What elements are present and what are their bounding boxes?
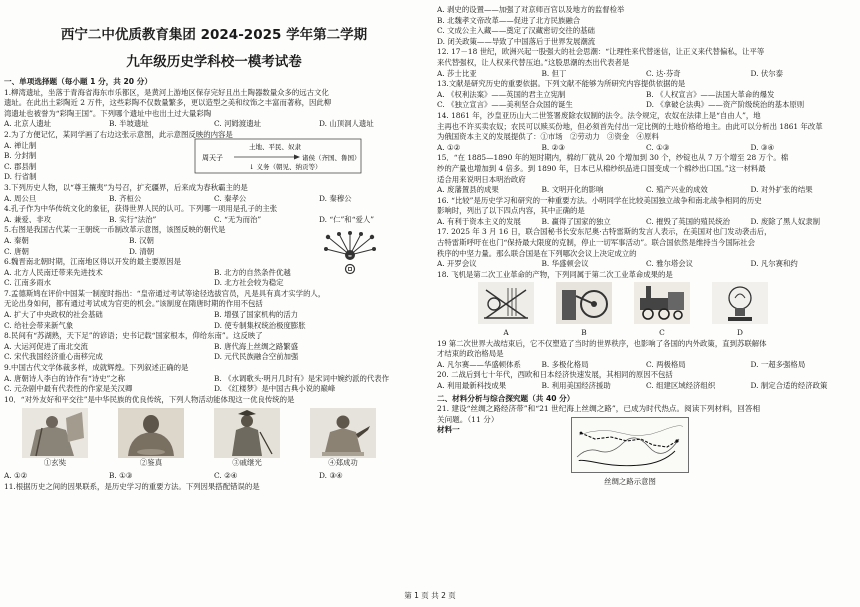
q10-option-b[interactable]: B. ①③ — [109, 471, 133, 480]
right-column — [437, 5, 855, 495]
q12-options — [437, 69, 855, 80]
q10-option-a[interactable]: A. ①② — [4, 471, 28, 480]
q20-stem: 20. 二战后到七十年代，西欧和日本经济快速发展，其相同的原因不包括 — [437, 370, 673, 380]
q3-option-b[interactable]: B. 齐桓公 — [109, 193, 142, 203]
q13-option-b[interactable]: B. 《人权宣言》——法国大革命的爆发 — [646, 89, 775, 99]
q1-option-a[interactable]: A. 北京人遗址 — [4, 119, 51, 129]
q8-options-row1 — [4, 342, 424, 353]
figure-zhengchenggong — [302, 408, 384, 469]
figure-caption: ④郑成功 — [328, 458, 358, 468]
q10-figures — [14, 408, 424, 469]
q12-option-c[interactable]: C. 达·芬奇 — [646, 68, 681, 78]
q10-option-d[interactable]: D. ③④ — [319, 471, 343, 480]
figure-caption: ①玄奘 — [43, 458, 67, 468]
q21-line: 关问题。（11 分） — [437, 414, 499, 424]
q6-option-b[interactable]: B. 北方的自然条件优越 — [214, 267, 291, 277]
q7-options-row2 — [4, 321, 424, 332]
q4-option-b[interactable]: B. 实行“法治” — [109, 214, 157, 224]
q8-options-row2 — [4, 352, 424, 363]
q3-stem: 3.下列历史人物，以“尊王攘夷”为号召，扩充疆界，后来成为春秋霸主的是 — [4, 182, 248, 192]
q16-option-a[interactable]: A. 有利于资本主义的发展 — [437, 216, 521, 226]
q12-option-a[interactable]: A. 莎士比亚 — [437, 68, 477, 78]
q9-option-c[interactable]: C. 元杂剧中最有代表性的作家是关汉卿 — [4, 384, 133, 394]
q12-line: 12. 17－18 世纪，欧洲兴起一股强大的社会思潮：“让理性来代替迷信，让正义来代替偏私，让平等 — [437, 47, 765, 57]
q14-line: 14. 1861 年，沙皇亚历山大二世签署废除农奴制的法令。法令规定，农奴在法律上是“自由人”，地 — [437, 110, 761, 120]
q5-option-b[interactable]: B. 汉朝 — [129, 235, 154, 245]
silk-road-map-figure — [571, 417, 689, 487]
q16-line: 16. “比较”是历史学习和研究的一种重要方法。小明同学在比较美国独立战争和南北战争相同的历史 — [437, 195, 762, 205]
q9-options-row1 — [4, 374, 424, 385]
q12-option-b[interactable]: B. 但丁 — [541, 68, 567, 78]
q19-options — [437, 360, 855, 371]
figure-label: C — [659, 328, 665, 338]
section1-heading: 一、单项选择题（每小题 1 分，共 20 分） — [4, 77, 152, 86]
q4-option-d[interactable]: D. “仁”和“爱人” — [319, 214, 375, 224]
q3-options — [4, 194, 424, 205]
figure-light-bulb — [709, 282, 771, 338]
qijiguang-image — [214, 408, 280, 458]
coin-unification-diagram — [322, 231, 378, 275]
q7-option-d[interactable]: D. 使专制集权统治极度膨胀 — [214, 320, 306, 330]
q14-option-c[interactable]: C. ①③ — [646, 142, 670, 152]
q13-option-c[interactable]: C. 《独立宣言》——美利坚合众国的诞生 — [437, 100, 573, 110]
q9-option-d[interactable]: D. 《红楼梦》是中国古典小说的巅峰 — [214, 384, 336, 394]
figure-steam-engine — [553, 282, 615, 338]
figure-label: B — [581, 328, 587, 338]
q5-block — [4, 225, 424, 257]
diagram-center-text: 土地、平民、奴隶 — [249, 142, 301, 151]
q17-line: 古特雷斯呼吁在也门“保持最大限度的克制，停止一切军事活动”。联合国依然是维持当今国际社会 — [437, 238, 755, 248]
map-caption: 丝绸之路示意图 — [604, 476, 656, 486]
exam-title-line2: 九年级历史学科校一模考试卷 — [126, 54, 302, 70]
figure-spinning-jenny — [475, 282, 537, 338]
q13-options-row2 — [437, 100, 855, 111]
q1-options — [4, 119, 424, 130]
spinning-jenny-image — [478, 282, 534, 324]
q18-figures — [475, 282, 855, 338]
q2-option-b[interactable]: B. 分封制 — [4, 151, 37, 161]
q9-option-a[interactable]: A. 唐朝诗人李白的诗作有“诗史”之称 — [4, 373, 126, 383]
q6-option-c[interactable]: C. 江南多雨水 — [4, 278, 52, 288]
q14-line: 主再也不许买卖农奴；农民可以赎买份地，但必须首先付出一定比例的土地价格给地主。由此可以分析出 1861 年改革 — [437, 121, 823, 131]
diagram-right-text: 诸侯（齐国、鲁国） — [302, 153, 361, 162]
q1-line: 湾遗址也被誉为“彩陶王国”。下列哪个遗址中也出土过大量彩陶 — [4, 108, 212, 118]
figure-label: A — [503, 328, 509, 338]
q6-option-d[interactable]: D. 北方社会较为稳定 — [214, 278, 284, 288]
q7-option-c[interactable]: C. 给社会带来新气象 — [4, 320, 74, 330]
q11-option-b[interactable]: B. 北魏孝文帝改革——促进了北方民族融合 — [437, 15, 581, 25]
diagram-bottom-text: ↓ 义务（朝见、纳贡等） — [249, 162, 322, 171]
steam-engine-image — [556, 282, 612, 324]
q15-line: 适合用来说明日本明治政府 — [437, 174, 526, 184]
q13-option-a[interactable]: A. 《权利法案》——英国的君主立宪制 — [437, 89, 566, 99]
jianzhen-image — [118, 408, 184, 458]
q15-line: 15．“在 1885—1890 年的短时期内，棉纺厂就从 20 个增加到 30 个，纱锭也从 7 万个增至 28 万个。棉 — [437, 153, 789, 163]
figure-jianzhen — [110, 408, 192, 469]
q5-option-c[interactable]: C. 唐朝 — [4, 246, 29, 256]
q8-option-b[interactable]: B. 唐代海上丝绸之路繁盛 — [214, 341, 299, 351]
q17-line: 秩序的中坚力量。那么联合国是在下列哪次会议上决定成立的 — [437, 248, 637, 258]
q19-option-a[interactable]: A. 凡尔赛——华盛顿体系 — [437, 359, 521, 369]
q7-option-b[interactable]: B. 增强了国家机构的活力 — [214, 310, 299, 320]
q10-stem: 10．“对外友好和平交往”是中华民族的优良传统，下列人物活动能体现这一优良传统的是 — [4, 394, 295, 404]
q20-option-c[interactable]: C. 组建区域经济组织 — [646, 381, 716, 390]
q14-line: 为俄国资本主义的发展提供了：①市场 ②劳动力 ③资金 ④原料 — [437, 132, 659, 142]
q2-option-a[interactable]: A. 禅让制 — [4, 140, 37, 150]
q12-line: 来代替强权，让人权来代替压迫。”这股思潮的杰出代表者是 — [437, 57, 630, 67]
q3-option-c[interactable]: C. 秦孝公 — [214, 193, 247, 203]
q17-option-d[interactable]: D. 凡尔赛和约 — [750, 259, 798, 269]
q14-option-d[interactable]: D. ③④ — [750, 142, 775, 152]
q3-option-a[interactable]: A. 周公旦 — [4, 193, 37, 203]
q1-option-d[interactable]: D. 山顶洞人遗址 — [319, 119, 374, 129]
q20-option-a[interactable]: A. 利用最新科技成果 — [437, 381, 507, 390]
figure-caption: ②鉴真 — [139, 458, 163, 468]
q9-stem: 9.中国古代文学体裁多样，成就辉煌。下列叙述正确的是 — [4, 363, 189, 373]
section2-heading: 二、材料分析与综合探究题（共 40 分） — [437, 393, 575, 403]
q2-block — [4, 130, 424, 183]
q7-options-row1 — [4, 310, 424, 321]
zhengchenggong-image — [310, 408, 376, 458]
q15-options — [437, 185, 855, 196]
q15-option-a[interactable]: A. 废藩置县的成果 — [437, 185, 499, 195]
q10-option-c[interactable]: C. ②④ — [214, 471, 238, 480]
q4-stem: 4.孔子作为中华传统文化的象征，获得世界人民的认可。下列哪一项用是孔子的主张 — [4, 204, 278, 214]
q3-option-d[interactable]: D. 秦穆公 — [319, 193, 352, 203]
figure-xuanzang — [14, 408, 96, 469]
figure-label: D — [737, 328, 743, 338]
q15-line: 纱的产量也增加到 4 倍多。到 1890 年，日本已从棉纱织品进口国变成一个棉纱出口国。”这一材料最 — [437, 163, 766, 173]
q11-option-a[interactable]: A. 剥史的设置——加强了对京师百官以及地方的监督检举 — [437, 5, 625, 14]
q17-options — [437, 259, 855, 270]
q1-option-c[interactable]: C. 河姆渡遗址 — [214, 119, 262, 129]
q17-option-a[interactable]: A. 开罗会议 — [437, 259, 477, 269]
q20-options — [437, 381, 855, 392]
silk-road-map — [571, 417, 689, 473]
q8-option-a[interactable]: A. 大运河促进了南北交流 — [4, 341, 88, 351]
q19-line: 才结束的政治格局是 — [437, 349, 504, 359]
q16-option-d[interactable]: D. 废除了黑人奴隶制 — [750, 216, 820, 226]
q15-option-b[interactable]: B. 文明开化的影响 — [541, 185, 604, 195]
page-footer: 第 1 页 共 2 页 — [404, 591, 456, 600]
q5-options-row1 — [4, 236, 254, 247]
q13-options-row1 — [437, 90, 855, 101]
material-one-block — [437, 425, 855, 495]
q14-option-a[interactable]: A. ①② — [437, 142, 461, 152]
q20-option-d[interactable]: D. 制定合适的经济政策 — [750, 381, 828, 390]
light-bulb-image — [712, 282, 768, 324]
q17-option-c[interactable]: C. 雅尔塔会议 — [646, 259, 694, 269]
q6-option-a[interactable]: A. 北方人民南迁带来先进技术 — [4, 267, 103, 277]
q6-options-row2 — [4, 278, 424, 289]
q19-line: 19 第二次世界大战结束后，它不仅塑造了当时的世界秩序，也影响了各国的内外政策，直到苏联解体 — [437, 338, 767, 348]
q9-options-row2 — [4, 384, 424, 395]
q11-stem: 11.根据历史之间的因果联系，是历史学习的重要方法。下列因果搭配错误的是 — [4, 481, 260, 491]
q11-option-c[interactable]: C. 文成公主入藏——奠定了汉藏密切交往的基础 — [437, 26, 595, 36]
q5-stem: 5.右图是我国古代某一王朝统一币制改革示意图，该图反映的朝代是 — [4, 225, 226, 235]
q1-line: 遗址。在此出土彩陶近 2 万件，这些彩陶不仅数量繁多，更以造型之美和纹饰之丰富而著称，因此柳 — [4, 98, 332, 108]
q7-line: 7.孟德斯鸠在评价中国某一制度时指出：“皇帝通过考试等途径选拔官员，凡是具有真才实学的人， — [4, 288, 326, 298]
q2-option-c[interactable]: C. 郡县制 — [4, 161, 37, 171]
q2-stem: 2.为了方便记忆，某同学画了右边这张示意图，此示意图反映的内容是 — [4, 129, 233, 139]
q8-option-c[interactable]: C. 宋代我国经济重心南移完成 — [4, 352, 103, 362]
q5-option-d[interactable]: D. 清朝 — [129, 246, 155, 256]
q21-line: 21. 建设“丝绸之路经济带”和“21 世纪海上丝绸之路”，已成为时代热点。阅读下列材料，回答相 — [437, 404, 761, 414]
q15-option-c[interactable]: C. 殖产兴业的成效 — [646, 185, 708, 195]
figure-caption: ③戚继光 — [232, 458, 262, 468]
q7-line: 无论出身如何，都有通过考试成为官吏的机会。”该制度在隋唐时期的作用不包括 — [4, 299, 263, 309]
q5-options-row2 — [4, 247, 254, 258]
q14-option-b[interactable]: B. ②③ — [541, 142, 565, 152]
locomotive-image — [634, 282, 690, 324]
q20-option-b[interactable]: B. 利用美国经济援助 — [541, 381, 611, 390]
q17-line: 17. 2025 年 3 月 16 日，联合国秘书长安东尼奥·古特雷斯的发言人表示，在美国对也门发动袭击后， — [437, 227, 772, 237]
q19-option-b[interactable]: B. 多极化格局 — [541, 359, 589, 369]
q1-line: 1.柳湾遗址，坐落于青海省海东市乐都区，是黄河上游地区保存完好且出土陶器数量众多的远古文化 — [4, 87, 329, 97]
q19-option-d[interactable]: D. 一超多强格局 — [750, 359, 806, 369]
q15-option-d[interactable]: D. 对外扩张的结果 — [750, 185, 813, 195]
diagram-left-text: 周天子 — [202, 153, 223, 162]
fenfeng-diagram — [194, 138, 362, 174]
exam-title-line1: 西宁二中优质教育集团 2024-2025 学年第二学期 — [60, 27, 368, 43]
q19-option-c[interactable]: C. 两极格局 — [646, 359, 686, 369]
q18-stem: 18. 飞机是第二次工业革命的产物，下列同属于第二次工业革命成果的是 — [437, 269, 673, 279]
q16-option-c[interactable]: C. 摧毁了英国的殖民统治 — [646, 216, 730, 226]
q16-option-b[interactable]: B. 赢得了国家的独立 — [541, 216, 611, 226]
q4-option-c[interactable]: C. “无为而治” — [214, 214, 262, 224]
q13-option-d[interactable]: D. 《拿破仑法典》——资产阶级统治的基本原则 — [646, 100, 805, 110]
q10-options — [4, 471, 424, 482]
q7-option-a[interactable]: A. 扩大了中央政权的社会基础 — [4, 310, 103, 320]
q4-options — [4, 215, 424, 226]
xuanzang-image — [22, 408, 88, 458]
q4-option-a[interactable]: A. 兼爱、非攻 — [4, 214, 51, 224]
q16-options — [437, 217, 855, 228]
figure-qijiguang — [206, 408, 288, 469]
figure-locomotive — [631, 282, 693, 338]
q5-option-a[interactable]: A. 秦朝 — [4, 235, 29, 245]
q17-option-b[interactable]: B. 华盛顿会议 — [541, 259, 589, 269]
q8-stem: 8.民间有“苏湖熟，天下足”的谚语；史书记载“国家根本，仰给东南”。这反映了 — [4, 331, 263, 341]
q14-options — [437, 143, 855, 154]
q13-stem: 13.文献是研究历史的重要依据。下列文献不能够为所研究内容提供依据的是 — [437, 79, 686, 89]
q1-option-b[interactable]: B. 半坡遗址 — [109, 119, 149, 129]
q6-stem: 6.魏晋南北朝时期，江南地区得以开发的最主要原因是 — [4, 257, 182, 267]
q2-option-d[interactable]: D. 行省制 — [4, 172, 37, 182]
q16-line: 影响时，列出了以下四点内容，其中正确的是 — [437, 206, 585, 216]
q12-option-d[interactable]: D. 伏尔泰 — [750, 68, 784, 78]
left-column — [4, 0, 424, 492]
q8-option-d[interactable]: D. 元代民族融合空前加强 — [214, 352, 299, 362]
q11-option-d[interactable]: D. 闭关政策——导致了中国落后于世界发展潮流 — [437, 36, 596, 46]
material-one-label: 材料一 — [437, 425, 460, 435]
q9-option-b[interactable]: B. 《水调歌头·明月几时有》是宋词中婉约派的代表作 — [214, 373, 390, 383]
